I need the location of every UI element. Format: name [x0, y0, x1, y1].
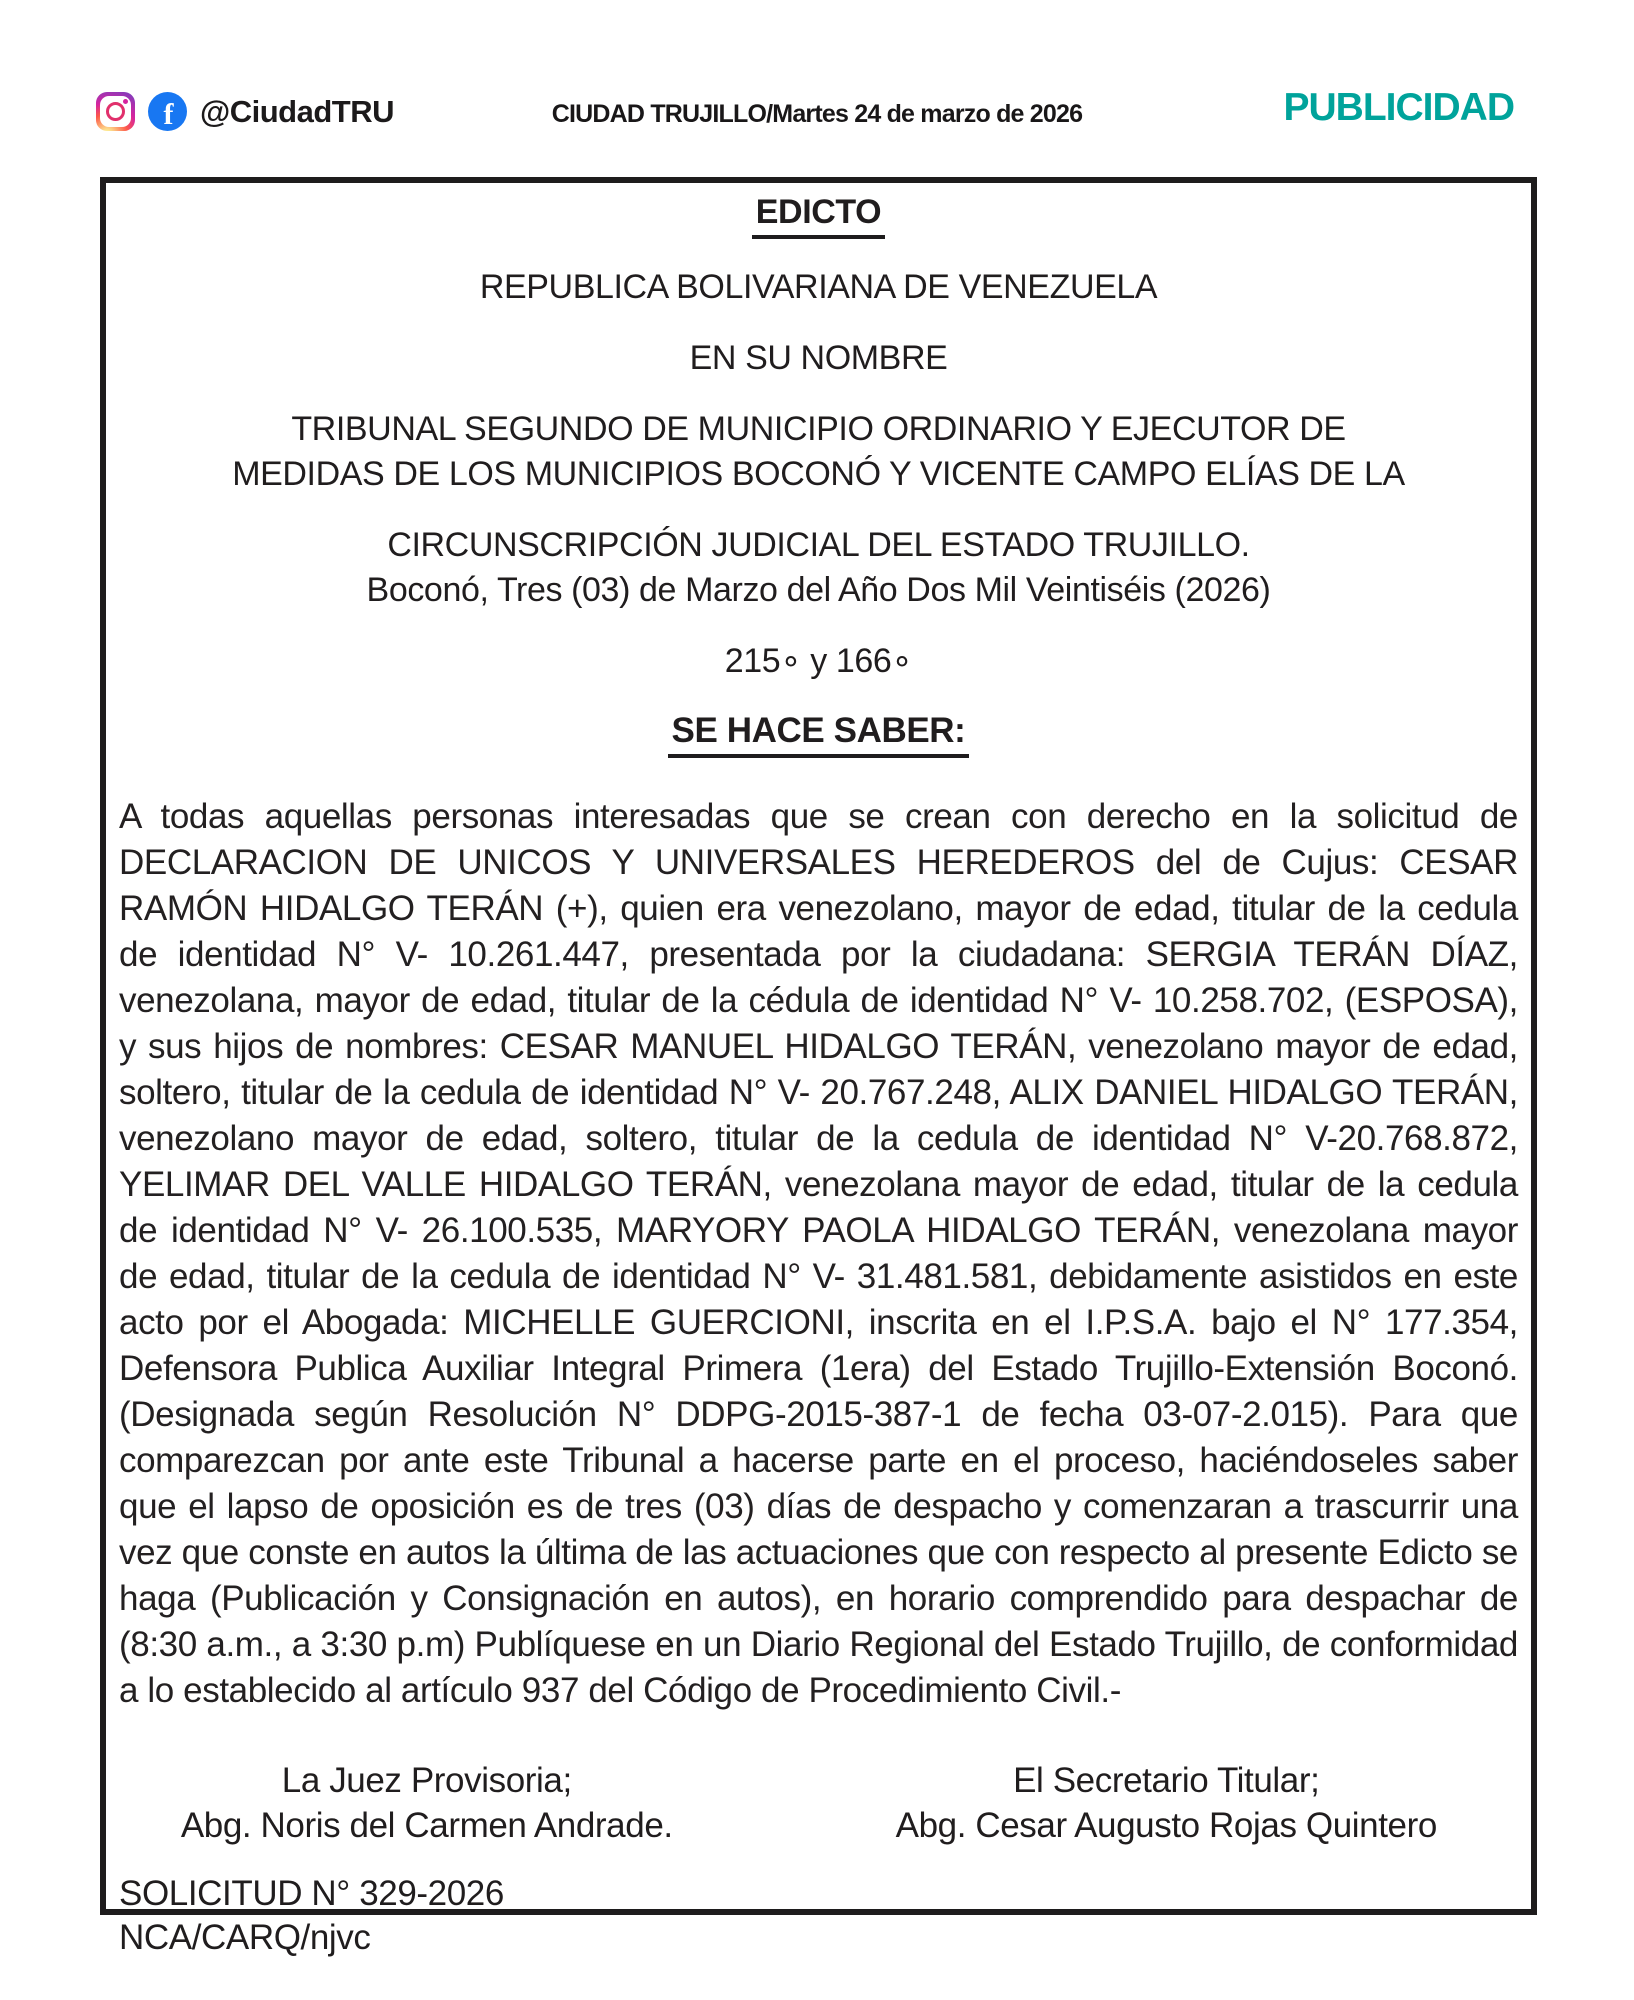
heading-circumscription: CIRCUNSCRIPCIÓN JUDICIAL DEL ESTADO TRUJILLO. [387, 526, 1250, 564]
heading-announcement-text: SE HACE SABER: [668, 711, 970, 758]
heading-date-line: Boconó, Tres (03) de Marzo del Año Dos Mil Veintiséis (2026) [366, 571, 1271, 609]
edict-title [119, 193, 1518, 239]
signature-judge-role: La Juez Provisoria; [281, 1761, 572, 1800]
heading-circumscription-block [119, 523, 1518, 613]
heading-tribunal [119, 407, 1518, 497]
edict-body-paragraph: A todas aquellas personas interesadas que se crean con derecho en la solicitud de DECLARACION DE UNICOS Y UNIVERSALES HEREDEROS del de Cujus: CESAR RAMÓN HIDALGO TERÁN (+), quien era venezolano, mayor de edad, titular de la cedula de identidad N° V- 10.261.447, presentada por la ciudadana: SERGIA TERÁN DÍAZ, venezolana, mayor de edad, titular de la cédula de identidad N° V- 10.258.702, (ESPOSA), y sus hijos de nombres: CESAR MANUEL HIDALGO TERÁN, venezolano mayor de edad, soltero, titular de la cedula de identidad N° V- 20.767.248, ALIX DANIEL HIDALGO TERÁN, venezolano mayor de edad, soltero, titular de la cedula de identidad N° V-20.768.872, YELIMAR DEL VALLE HIDALGO TERÁN, venezolana mayor de edad, titular de la cedula de identidad N° V- 26.100.535, MARYORY PAOLA HIDALGO TERÁN, venezolana mayor de edad, titular de la cedula de identidad N° V- 31.481.581, debidamente asistidos en este acto por el Abogada: MICHELLE GUERCIONI, inscrita en el I.P.S.A. bajo el N° 177.354, Defensora Publica Auxiliar Integral Primera (1era) del Estado Trujillo-Extensión Boconó. (Designada según Resolución N° DDPG-2015-387-1 de fecha 03-07-2.015). Para que comparezcan por ante este Tribunal a hacerse parte en el proceso, haciéndoseles saber que el lapso de oposición es de tres (03) días de despacho y comenzaran a trascurrir una vez que conste en autos la última de las actuaciones que con respecto al presente Edicto se haga (Publicación y Consignación en autos), en horario comprendido para despachar de (8:30 a.m., a 3:30 p.m) Publíquese en un Diario Regional del Estado Trujillo, de conformidad a lo establecido al artículo 937 del Código de Procedimiento Civil.- [119, 797, 1518, 1710]
signature-secretary-name: Abg. Cesar Augusto Rojas Quintero [895, 1806, 1437, 1845]
signature-judge [119, 1758, 735, 1848]
heading-tribunal-line1: TRIBUNAL SEGUNDO DE MUNICIPIO ORDINARIO Y EJECUTOR DE [291, 410, 1346, 448]
heading-republic: REPUBLICA BOLIVARIANA DE VENEZUELA [479, 268, 1158, 306]
legal-notice-box [100, 177, 1537, 1957]
request-number: SOLICITUD N° 329-2026 [119, 1874, 504, 1913]
request-block [119, 1872, 1518, 1960]
signature-judge-name: Abg. Noris del Carmen Andrade. [180, 1806, 673, 1845]
signature-row [119, 1758, 1518, 1848]
masthead-date: CIUDAD TRUJILLO/Martes 24 de marzo de 2026 [551, 100, 1083, 128]
heading-announcement [119, 711, 1518, 758]
page-header [0, 0, 1634, 150]
initials-line: NCA/CARQ/njvc [119, 1918, 371, 1957]
heading-in-its-name: EN SU NOMBRE [689, 339, 948, 377]
signature-secretary-role: El Secretario Titular; [1013, 1761, 1320, 1800]
heading-years-line: 215∘ y 166∘ [724, 642, 913, 680]
heading-tribunal-line2: MEDIDAS DE LOS MUNICIPIOS BOCONÓ Y VICENTE CAMPO ELÍAS DE LA [232, 455, 1405, 493]
signature-secretary [775, 1758, 1558, 1848]
facebook-f-glyph: f [163, 98, 174, 131]
social-handle: @CiudadTRU [200, 93, 394, 129]
edict-title-text: EDICTO [752, 193, 885, 239]
publicidad-label: PUBLICIDAD [1283, 86, 1514, 129]
